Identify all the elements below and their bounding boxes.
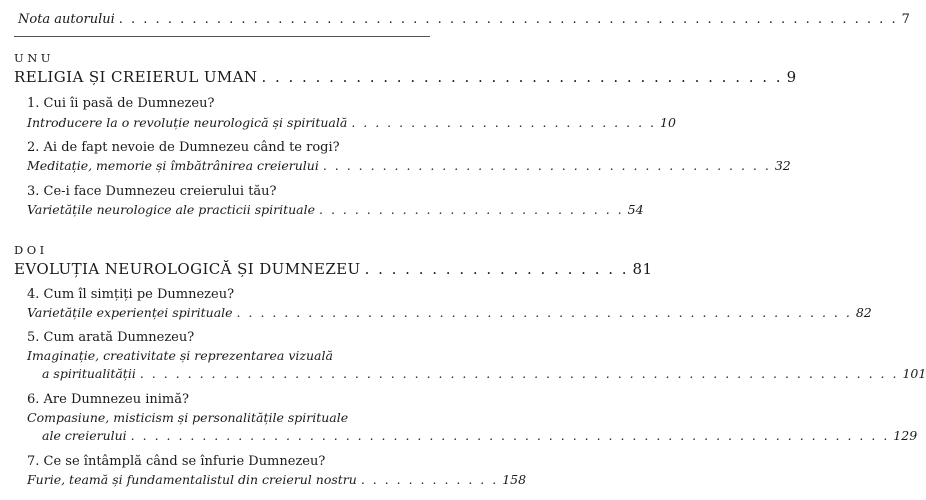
page-number: 129	[893, 428, 918, 443]
chapter-subtitle: Varietățile neurologice ale practicii spirituale	[27, 202, 316, 217]
page-number: 32	[774, 158, 791, 173]
part-heading	[14, 260, 653, 278]
page-number: 9	[786, 68, 797, 86]
page-number: 7	[901, 12, 910, 27]
page-number: 82	[855, 305, 872, 320]
leader-dots: . . . . . . . . . . . . . . . . . . . .	[364, 260, 629, 278]
leader-dots: . . . . . . . . . . . . . . . . . . . . . . . . . . . . . . . . . . . . . .	[322, 158, 771, 173]
chapter-title: 3. Ce-i face Dumnezeu creierului tău?	[27, 184, 277, 199]
chapter-subtitle-cont: ale creierului	[42, 428, 127, 443]
part-title: RELIGIA ȘI CREIERUL UMAN	[14, 68, 258, 86]
page-number: 158	[502, 472, 527, 487]
part-label: DOI	[14, 243, 48, 257]
chapter-subtitle-line	[27, 472, 527, 487]
page-number: 81	[632, 260, 653, 278]
leader-dots: . . . . . . . . . . . . . . . . . . . . . . . . . .	[319, 202, 624, 217]
chapter-title: 1. Cui îi pasă de Dumnezeu?	[27, 96, 215, 111]
leader-dots: . . . . . . . . . . . . . . . . . . . . . . . . . . . . . . . . . . . . . . . . . . . . . . . . . . . . . . . . . . . . . . . .	[139, 366, 899, 381]
page-number: 101	[902, 366, 926, 381]
chapter-subtitle-line	[27, 158, 791, 173]
chapter-title: 6. Are Dumnezeu inimă?	[27, 392, 189, 407]
divider-rule	[14, 36, 430, 37]
chapter-subtitle-line	[27, 115, 676, 130]
chapter-subtitle-line	[27, 305, 872, 320]
leader-dots: . . . . . . . . . . . .	[360, 472, 499, 487]
chapter-subtitle: Imaginație, creativitate și reprezentarea vizuală	[27, 348, 333, 363]
chapter-subtitle: Varietățile experienței spirituale	[27, 305, 233, 320]
page-number: 54	[627, 202, 644, 217]
chapter-subtitle-line	[42, 366, 926, 381]
chapter-title: 5. Cum arată Dumnezeu?	[27, 330, 195, 345]
leader-dots: . . . . . . . . . . . . . . . . . . . . . . . . . . . . . . . . . . . . . . . . . . . . . . . . . . . .	[236, 305, 852, 320]
leader-dots: . . . . . . . . . . . . . . . . . . . . . . . . . . . . . . . . . . . . . . . . . . . . . . . . . . . . . . . . . . . . . . . .	[130, 428, 890, 443]
chapter-subtitle-cont: a spiritualității	[42, 366, 136, 381]
chapter-subtitle: Furie, teamă și fundamentalistul din creierul nostru	[27, 472, 357, 487]
part-label: UNU	[14, 51, 54, 65]
part-heading	[14, 68, 797, 86]
chapter-subtitle: Compasiune, misticism și personalitățile spirituale	[27, 410, 349, 425]
toc-entry-author-note	[18, 12, 910, 27]
chapter-subtitle: Introducere la o revoluție neurologică și spirituală	[27, 115, 348, 130]
page-number: 10	[660, 115, 676, 130]
leader-dots: . . . . . . . . . . . . . . . . . . . . . . . . . . . . . . . . . . . . . . . . . . . . . . . . . . . . . . . . . . . . . . . .	[118, 12, 898, 27]
chapter-subtitle-line	[27, 202, 644, 217]
chapter-title: 2. Ai de fapt nevoie de Dumnezeu când te rogi?	[27, 140, 340, 155]
chapter-title: 7. Ce se întâmplă când se înfurie Dumnezeu?	[27, 454, 326, 469]
entry-title: Nota autorului	[18, 12, 115, 27]
chapter-title: 4. Cum îl simțiți pe Dumnezeu?	[27, 287, 235, 302]
part-title: EVOLUȚIA NEUROLOGICĂ ȘI DUMNEZEU	[14, 260, 361, 278]
chapter-subtitle-line	[42, 428, 918, 443]
chapter-subtitle: Meditație, memorie și îmbătrânirea creierului	[27, 158, 319, 173]
leader-dots: . . . . . . . . . . . . . . . . . . . . . . . . . . . . . . . . . . . . . . .	[261, 68, 783, 86]
leader-dots: . . . . . . . . . . . . . . . . . . . . . . . . . .	[351, 115, 656, 130]
